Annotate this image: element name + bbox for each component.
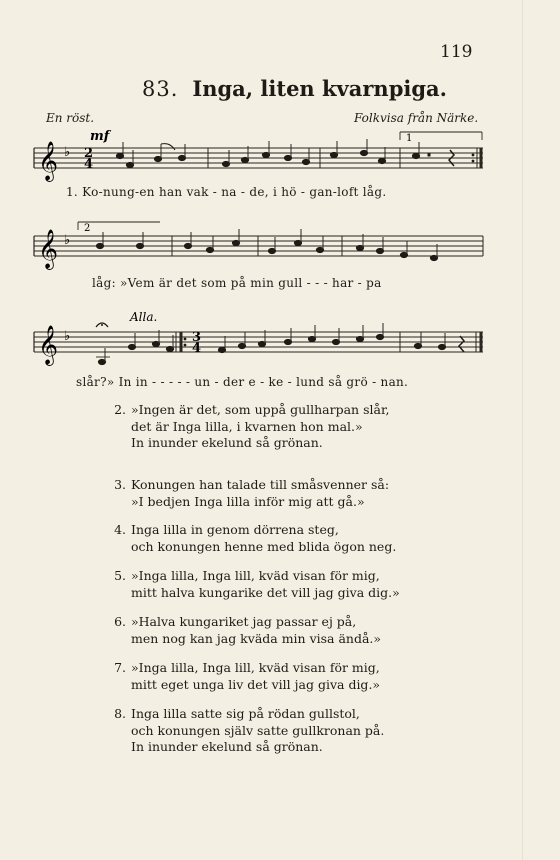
verse-line: In inunder ekelund så grönan. [131, 739, 323, 754]
treble-clef-icon: 𝄞 [38, 325, 59, 365]
time-signature-top: 2 [84, 146, 94, 161]
music-staff-3 [30, 306, 490, 380]
verse-number: 8. [114, 706, 126, 721]
music-staff-2 [30, 220, 490, 280]
tempo-marking: Alla. [130, 310, 158, 324]
flat-sign-icon: ♭ [64, 145, 71, 160]
verse-line: och konungen henne med blida ögon neg. [131, 538, 397, 554]
verse-number: 6. [114, 614, 126, 629]
music-staff-1 [30, 120, 490, 190]
verse-number: 3. [114, 477, 126, 492]
verse-line: mitt halva kungarike det vill jag giva dig.» [131, 584, 400, 600]
verse-line: »Inga lilla, Inga lill, kväd visan för mig, [131, 660, 380, 675]
verse-line: Inga lilla in genom dörrena steg, [131, 522, 339, 537]
verse-line: »Halva kungariket jag passar ej på, [131, 614, 357, 629]
verse-line: »I bedjen Inga lilla inför mig att gå.» [131, 493, 365, 509]
verse-number: 4. [114, 522, 126, 537]
verse-line: det är Inga lilla, i kvarnen hon mal.» [131, 418, 363, 434]
time-signature-bottom: 4 [84, 157, 94, 172]
verse-line: men nog kan jag kväda min visa ändå.» [131, 630, 382, 646]
second-ending-label: 2 [84, 223, 91, 234]
notes-measure-4 [412, 142, 454, 166]
staff-lines [34, 332, 483, 352]
lyric-line-1: 1. Ko-nung-en han vak - na - de, i hö - gan-loft låg. [66, 185, 387, 199]
time-signature-bottom: 4 [192, 341, 202, 356]
verse-line: mitt eget unga liv det vill jag giva dig.» [131, 676, 381, 692]
source-label: Folkvisa från Närke. [354, 111, 479, 125]
voice-label: En röst. [46, 111, 95, 125]
dynamic-marking: mf [90, 129, 110, 144]
verse-line: Konungen han talade till småsvenner så: [131, 477, 390, 492]
notes-measure-3 [330, 139, 385, 164]
song-title [142, 76, 447, 101]
notes-measure-10 [218, 323, 383, 353]
page-fold [522, 0, 523, 860]
lyric-line-2: låg: »Vem är det som på min gull - - - har - pa [92, 276, 382, 290]
page-number: 119 [440, 42, 473, 62]
verse-line: In inunder ekelund så grönan. [131, 435, 323, 450]
first-ending-label: 1 [406, 133, 413, 144]
verse-line: »Ingen är det, som uppå gullharpan slår, [131, 402, 390, 417]
treble-clef-icon: 𝄞 [38, 141, 59, 181]
song-title-text: Inga, liten kvarnpiga. [192, 76, 447, 101]
verse-number: 5. [114, 568, 126, 583]
notes-measure-8 [356, 234, 437, 261]
lyric-line-3: slår?» In in - - - - - un - der e - ke - lund så grö - nan. [76, 375, 409, 389]
verse-line: och konungen själv satte gullkronan på. [131, 722, 385, 738]
song-number: 83. [142, 77, 179, 101]
verse-number: 2. [114, 402, 126, 417]
verse-line: »Inga lilla, Inga lill, kväd visan för mig, [131, 568, 380, 583]
treble-clef-icon: 𝄞 [38, 229, 59, 269]
notes-measure-1 [116, 142, 185, 168]
verse-number: 7. [114, 660, 126, 675]
flat-sign-icon: ♭ [64, 233, 71, 248]
verse-line: Inga lilla satte sig på rödan gullstol, [131, 706, 360, 721]
flat-sign-icon: ♭ [64, 329, 71, 344]
time-signature-top: 3 [192, 330, 202, 345]
